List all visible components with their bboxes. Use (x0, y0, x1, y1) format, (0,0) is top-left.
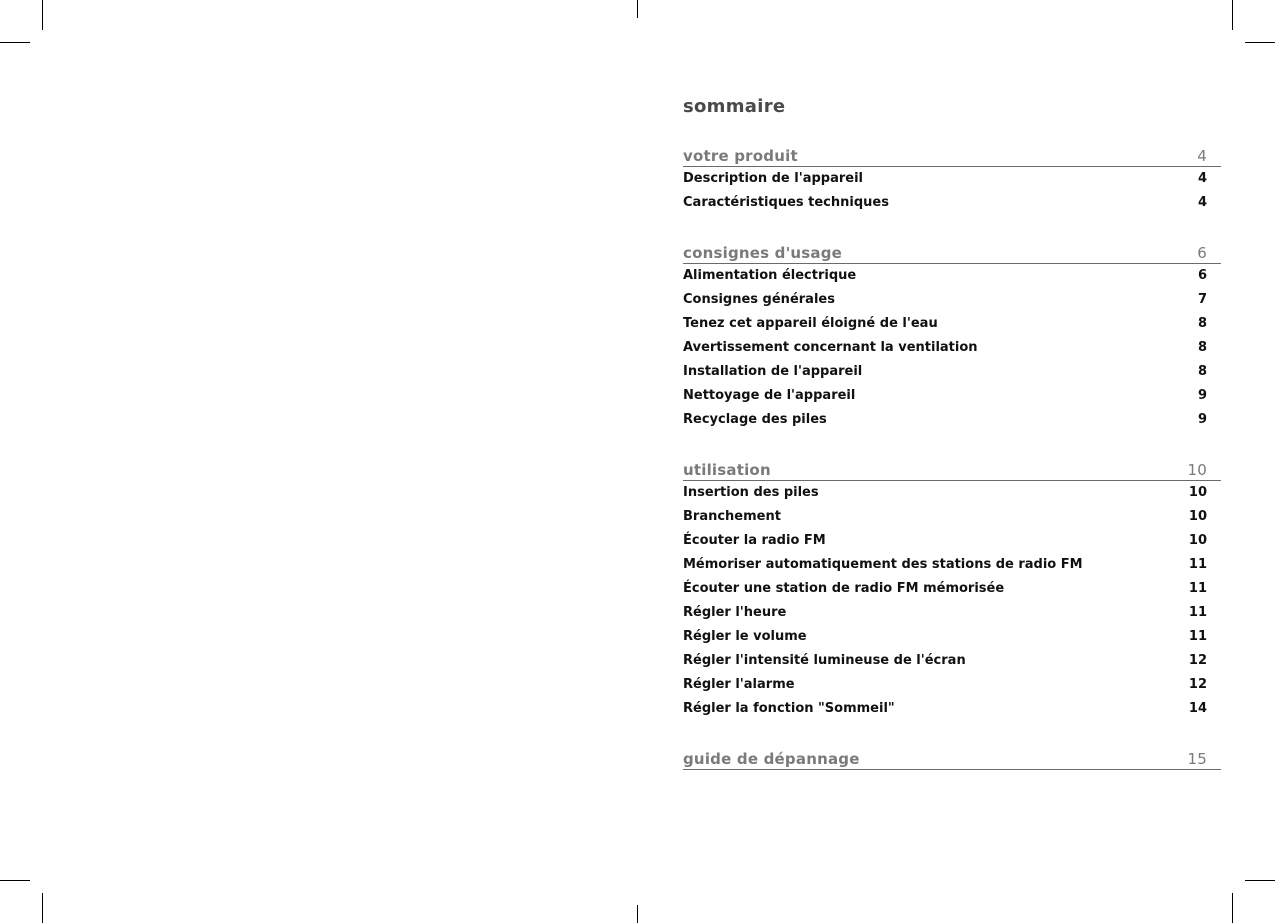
crop-mark-top-center (637, 0, 638, 18)
toc-section-votre-produit (683, 144, 1221, 215)
section-label: consignes d'usage (683, 244, 843, 262)
section-heading[interactable] (683, 747, 1221, 770)
toc-entry[interactable] (683, 673, 1221, 697)
toc-entry[interactable] (683, 336, 1221, 360)
toc-entry[interactable] (683, 191, 1221, 215)
crop-mark-top-left-h (0, 42, 30, 43)
entry-page: 10 (1188, 509, 1207, 524)
crop-mark-bottom-right (1232, 893, 1233, 923)
entry-page: 9 (1197, 412, 1207, 427)
toc-entry[interactable] (683, 577, 1221, 601)
entry-label: Régler l'alarme (683, 677, 795, 692)
toc-entry[interactable] (683, 264, 1221, 288)
entry-page: 14 (1188, 701, 1207, 716)
toc-section-utilisation (683, 458, 1221, 721)
entry-label: Régler la fonction "Sommeil" (683, 701, 895, 716)
entry-label: Alimentation électrique (683, 268, 857, 283)
section-page: 6 (1197, 244, 1207, 262)
entry-page: 6 (1197, 268, 1207, 283)
entry-page: 4 (1197, 171, 1207, 186)
section-heading[interactable] (683, 241, 1221, 264)
entry-page: 11 (1188, 557, 1207, 572)
entry-page: 8 (1197, 340, 1207, 355)
section-label: utilisation (683, 461, 771, 479)
entry-label: Avertissement concernant la ventilation (683, 340, 978, 355)
crop-mark-bottom-right-h (1245, 880, 1275, 881)
toc-entry[interactable] (683, 384, 1221, 408)
entry-page: 12 (1188, 653, 1207, 668)
crop-mark-bottom-left (42, 893, 43, 923)
toc-entry[interactable] (683, 601, 1221, 625)
entry-page: 4 (1197, 195, 1207, 210)
entry-page: 8 (1197, 364, 1207, 379)
toc-entry[interactable] (683, 529, 1221, 553)
entry-label: Description de l'appareil (683, 171, 863, 186)
toc-entry[interactable] (683, 167, 1221, 191)
entry-page: 12 (1188, 677, 1207, 692)
toc-entry[interactable] (683, 553, 1221, 577)
entry-label: Installation de l'appareil (683, 364, 863, 379)
entry-page: 11 (1188, 629, 1207, 644)
entry-label: Régler l'heure (683, 605, 787, 620)
crop-mark-bottom-center (637, 905, 638, 923)
entry-label: Nettoyage de l'appareil (683, 388, 856, 403)
toc-entry[interactable] (683, 697, 1221, 721)
section-page: 4 (1197, 147, 1207, 165)
toc-entry[interactable] (683, 481, 1221, 505)
entry-page: 11 (1188, 581, 1207, 596)
section-page: 10 (1187, 461, 1207, 479)
entry-label: Insertion des piles (683, 485, 819, 500)
toc-entry[interactable] (683, 649, 1221, 673)
toc-entry[interactable] (683, 288, 1221, 312)
section-page: 15 (1187, 750, 1207, 768)
toc-entry[interactable] (683, 360, 1221, 384)
entry-page: 10 (1188, 485, 1207, 500)
entry-page: 9 (1197, 388, 1207, 403)
toc-entry[interactable] (683, 408, 1221, 432)
entry-page: 10 (1188, 533, 1207, 548)
entry-page: 8 (1197, 316, 1207, 331)
entry-page: 11 (1188, 605, 1207, 620)
page-title: sommaire (683, 96, 786, 117)
toc-entry[interactable] (683, 625, 1221, 649)
section-heading[interactable] (683, 458, 1221, 481)
entry-label: Caractéristiques techniques (683, 195, 889, 210)
crop-mark-top-right (1232, 0, 1233, 30)
entry-label: Consignes générales (683, 292, 835, 307)
entry-label: Recyclage des piles (683, 412, 827, 427)
entry-label: Tenez cet appareil éloigné de l'eau (683, 316, 938, 331)
crop-mark-top-right-h (1245, 42, 1275, 43)
entry-label: Régler l'intensité lumineuse de l'écran (683, 653, 966, 668)
entry-label: Régler le volume (683, 629, 807, 644)
entry-page: 7 (1197, 292, 1207, 307)
entry-label: Écouter la radio FM (683, 533, 826, 548)
toc-entry[interactable] (683, 312, 1221, 336)
section-heading[interactable] (683, 144, 1221, 167)
section-label: guide de dépannage (683, 750, 860, 768)
toc-entry[interactable] (683, 505, 1221, 529)
section-label: votre produit (683, 147, 798, 165)
crop-mark-top-left (42, 0, 43, 30)
toc-section-guide-depannage (683, 747, 1221, 770)
crop-mark-bottom-left-h (0, 880, 30, 881)
entry-label: Mémoriser automatiquement des stations de radio FM (683, 557, 1083, 572)
table-of-contents (683, 96, 1221, 770)
entry-label: Branchement (683, 509, 781, 524)
entry-label: Écouter une station de radio FM mémorisée (683, 581, 1005, 596)
toc-section-consignes-usage (683, 241, 1221, 432)
